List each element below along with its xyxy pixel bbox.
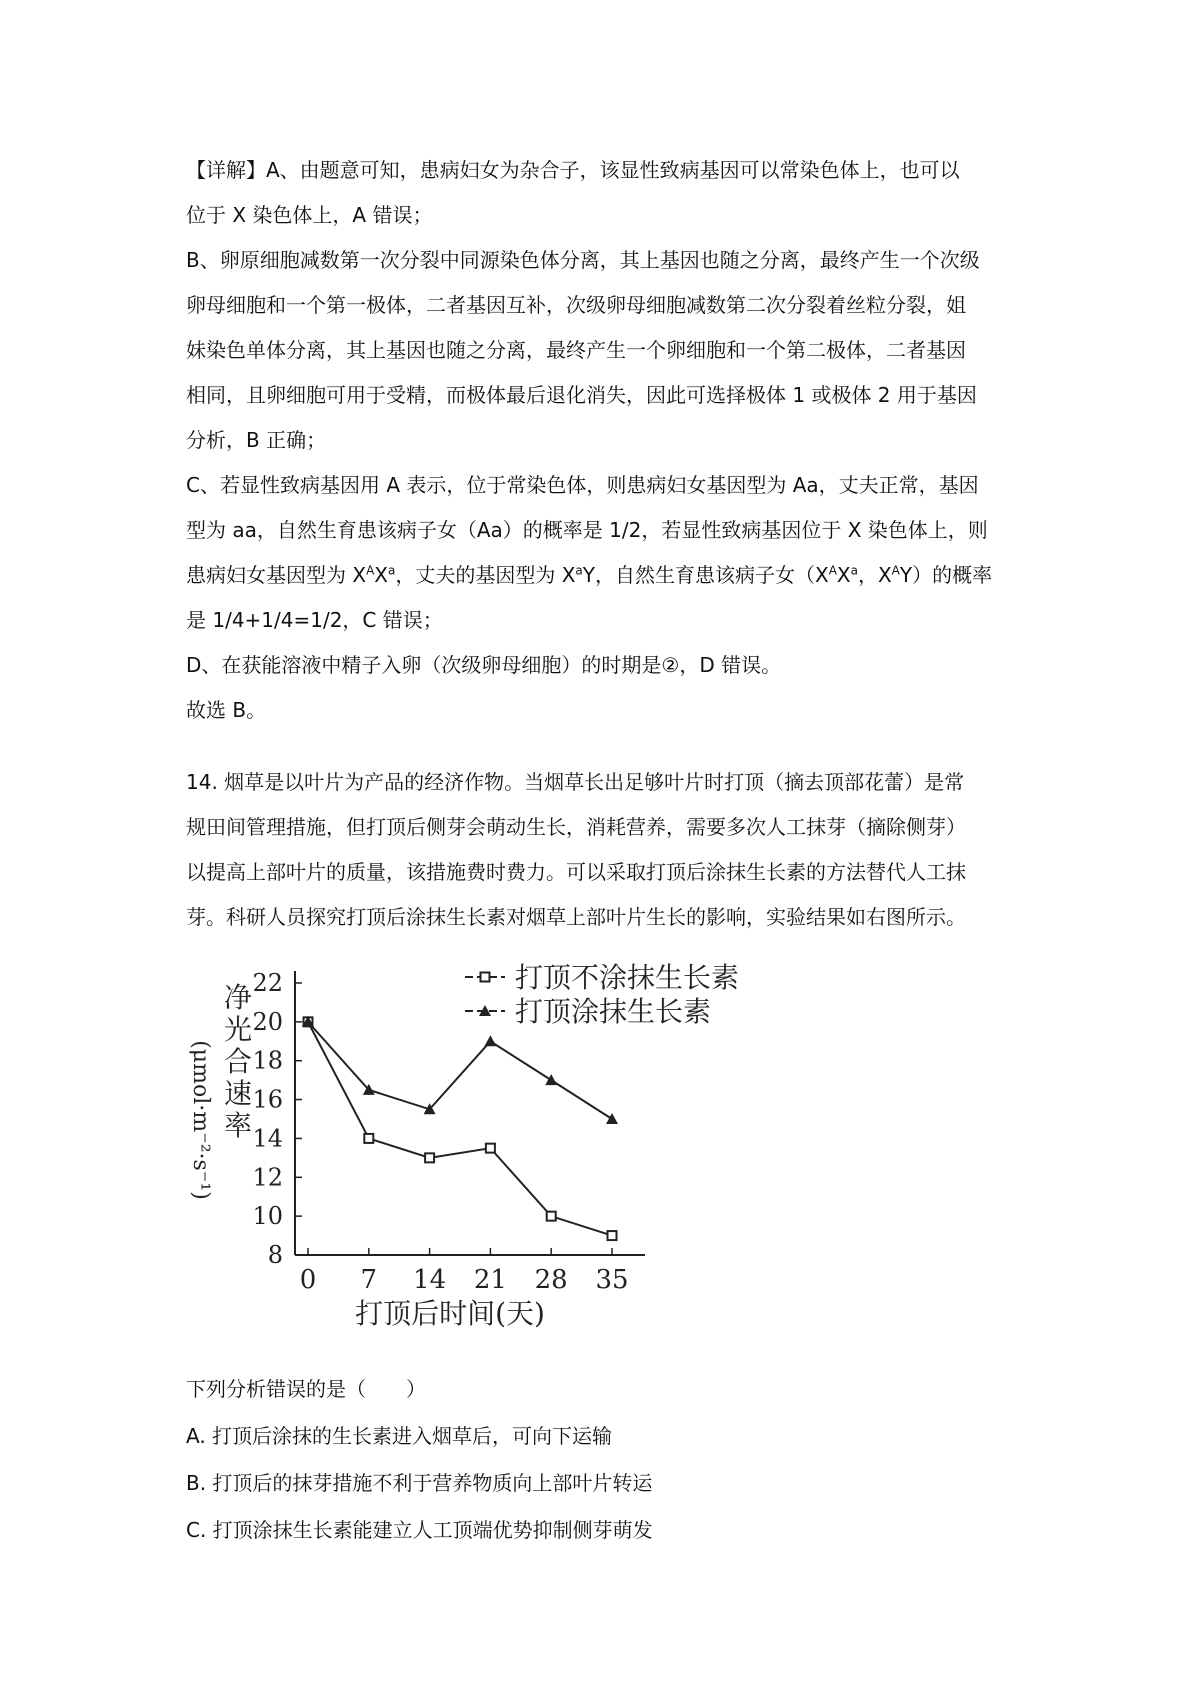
x-tick-label: 35 [595, 1265, 629, 1295]
superscript: A [891, 563, 900, 578]
y-tick-label: 18 [252, 1046, 283, 1075]
text-line: 规田间管理措施，但打顶后侧芽会萌动生长，消耗营养，需要多次人工抹芽（摘除侧芽） [186, 815, 966, 839]
y-axis-label-char: 净 [223, 981, 253, 1014]
x-tick-label: 21 [473, 1265, 507, 1295]
text-fragment: Y）的概率 [899, 563, 993, 587]
text-line: 以提高上部叶片的质量，该措施费时费力。可以采取打顶后涂抹生长素的方法替代人工抹 [186, 860, 966, 884]
text-line: 型为 aa，自然生育患该病子女（Aa）的概率是 1/2，若显性致病基因位于 X 染色体上，则 [186, 518, 988, 542]
y-tick-label: 16 [252, 1085, 283, 1114]
text-line: 芽。科研人员探究打顶后涂抹生长素对烟草上部叶片生长的影响，实验结果如右图所示。 [186, 905, 966, 929]
y-axis-label-char: 速 [223, 1077, 253, 1110]
x-axis-label: 打顶后时间(天) [355, 1297, 545, 1330]
series-line [308, 1022, 612, 1119]
text-line: 位于 X 染色体上，A 错误； [186, 203, 433, 227]
y-axis-label-char: 光 [223, 1013, 253, 1046]
square-marker [486, 1144, 495, 1153]
text-line: D、在获能溶液中精子入卵（次级卵母细胞）的时期是②，D 错误。 [186, 653, 782, 677]
text-fragment: ，丈夫的基因型为 X [395, 563, 576, 587]
y-tick-label: 20 [252, 1007, 283, 1036]
y-axis-label-char: 合 [223, 1045, 253, 1078]
y-tick-label: 10 [252, 1202, 283, 1231]
x-tick-label: 14 [413, 1265, 447, 1295]
legend-label: 打顶涂抹生长素 [515, 995, 712, 1028]
option-c[interactable]: C. 打顶涂抹生长素能建立人工顶端优势抑制侧芽萌发 [186, 1518, 653, 1542]
square-marker [425, 1153, 434, 1162]
superscript: a [575, 563, 583, 578]
y-tick-label: 14 [252, 1124, 283, 1153]
y-tick-label: 22 [252, 969, 283, 997]
superscript: A [366, 563, 375, 578]
triangle-marker [606, 1113, 618, 1124]
series-line [308, 1022, 612, 1236]
square-marker [608, 1231, 617, 1240]
x-tick-label: 28 [534, 1265, 568, 1295]
text-line: 故选 B。 [186, 698, 267, 722]
question-stem [186, 760, 1026, 940]
square-marker [481, 973, 490, 982]
text-line: B、卵原细胞减数第一次分裂中同源染色体分离，其上基因也随之分离，最终产生一个次级 [186, 248, 980, 272]
text-line: 14. 烟草是以叶片为产品的经济作物。当烟草长出足够叶片时打顶（摘去顶部花蕾）是常 [186, 770, 965, 794]
y-tick-label: 12 [252, 1163, 283, 1192]
text-line: C、若显性致病基因用 A 表示，位于常染色体，则患病妇女基因型为 Aa，丈夫正常，基因 [186, 473, 979, 497]
x-tick-label: 0 [299, 1265, 317, 1295]
option-b[interactable]: B. 打顶后的抹芽措施不利于营养物质向上部叶片转运 [186, 1471, 653, 1495]
square-marker [364, 1134, 373, 1143]
chart-series [302, 1016, 618, 1240]
text-fragment: ，X [857, 563, 892, 587]
superscript: a [850, 563, 858, 578]
text-line: 卵母细胞和一个第一极体，二者基因互补，次级卵母细胞减数第二次分裂着丝粒分裂，姐 [186, 293, 966, 317]
text-line: 相同，且卵细胞可用于受精，而极体最后退化消失，因此可选择极体 1 或极体 2 用于基因 [186, 383, 977, 407]
text-line: 是 1/4+1/4=1/2，C 错误； [186, 608, 443, 632]
text-fragment: X [836, 563, 851, 587]
text-fragment: 患病妇女基因型为 X [186, 563, 367, 587]
superscript: A [828, 563, 837, 578]
y-axis-unit: (μmol·m⁻²·s⁻¹) [188, 1040, 213, 1200]
option-a[interactable]: A. 打顶后涂抹的生长素进入烟草后，可向下运输 [186, 1424, 613, 1448]
question-prompt: 下列分析错误的是（ ） [186, 1377, 426, 1401]
text-fragment: Y，自然生育患该病子女（X [582, 563, 829, 587]
y-axis-label-char: 率 [223, 1109, 253, 1142]
square-marker [547, 1212, 556, 1221]
text-line: 妹染色单体分离，其上基因也随之分离，最终产生一个卵细胞和一个第二极体，二者基因 [186, 338, 966, 362]
x-tick-label: 7 [360, 1265, 378, 1295]
text-line: 【详解】A、由题意可知，患病妇女为杂合子，该显性致病基因可以常染色体上，也可以 [186, 158, 960, 182]
genotype-line [186, 553, 1026, 598]
triangle-marker [484, 1035, 496, 1046]
superscript: a [387, 563, 396, 578]
legend-label: 打顶不涂抹生长素 [515, 961, 740, 994]
explanation-text [186, 148, 1026, 733]
text-fragment: X [374, 563, 388, 587]
photosynthesis-line-chart [170, 955, 790, 1355]
chart-legend [465, 961, 739, 1028]
triangle-marker [545, 1074, 557, 1085]
text-line: 分析，B 正确； [186, 428, 327, 452]
y-tick-label: 8 [267, 1241, 283, 1269]
